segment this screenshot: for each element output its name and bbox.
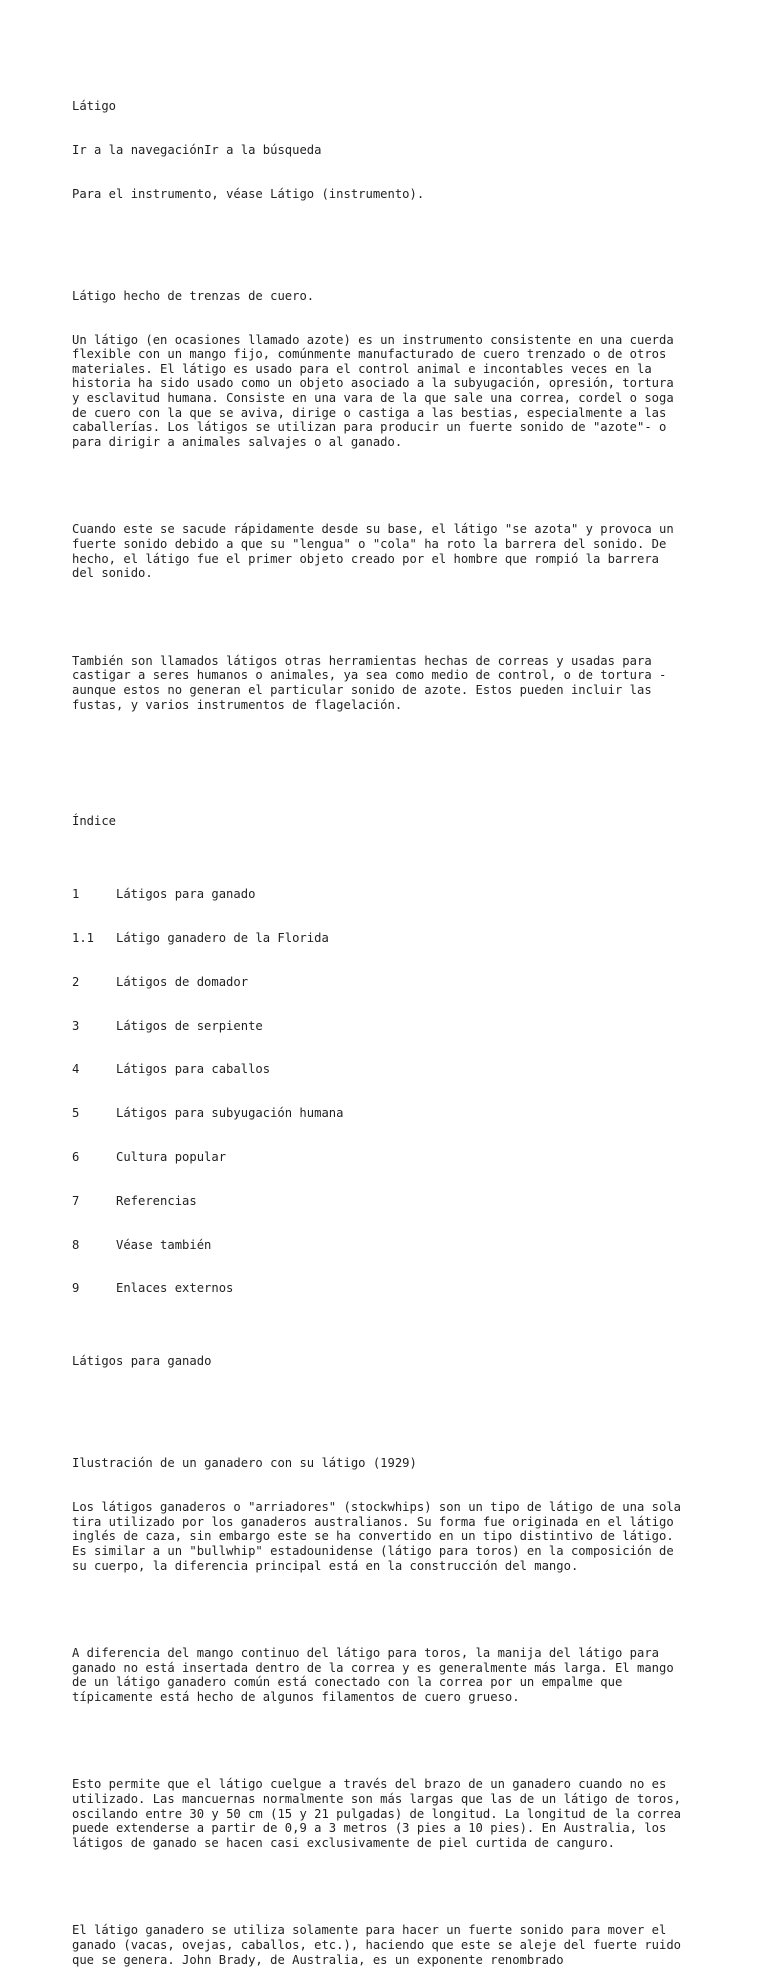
toc-label[interactable]: Referencias [116, 1193, 197, 1208]
image-caption: Látigo hecho de trenzas de cuero. [72, 288, 315, 303]
toc-number: 4 [72, 1062, 80, 1077]
toc-number: 5 [72, 1106, 80, 1121]
spacer [72, 1602, 712, 1617]
navigation-links[interactable]: Ir a la navegaciónIr a la búsqueda [72, 142, 322, 157]
toc-number: 1.1 [72, 931, 95, 946]
toc-item[interactable] [72, 887, 712, 902]
toc-item[interactable] [72, 1106, 712, 1121]
spacer [72, 1880, 712, 1895]
spacer [72, 479, 712, 494]
toc-label[interactable]: Látigos de domador [116, 974, 249, 989]
section-paragraph-4: El látigo ganadero se utiliza solamente para hacer un fuerte sonido para mover el ganado (vacas, ovejas, caballos, etc.), haciendo que este se aleje del fuerte ruido que se genera. John Brady, de Australia, es un exponente renombrado [72, 1923, 682, 1967]
spacer [72, 610, 712, 625]
toc-label[interactable]: Véase también [116, 1237, 212, 1252]
spacer [72, 1734, 712, 1749]
toc-number: 7 [72, 1193, 80, 1208]
toc-label[interactable]: Látigo ganadero de la Florida [116, 931, 329, 946]
document-body [72, 70, 712, 1982]
toc-number: 9 [72, 1281, 80, 1296]
toc-label[interactable]: Látigos de serpiente [116, 1018, 263, 1033]
image-caption: Ilustración de un ganadero con su látigo (1929) [72, 1456, 417, 1471]
intro-paragraph-3: También son llamados látigos otras herramientas hechas de correas y usadas para castigar a seres humanos o animales, ya sea como medio de control, o de tortura - aunque estos no generan el particular sonido de azote. Estos pueden incluir las fustas, y varios instrumentos de flagelación. [72, 653, 667, 712]
toc-label[interactable]: Látigos para subyugación humana [116, 1106, 344, 1121]
table-of-contents [72, 858, 712, 1325]
intro-paragraph-1: Un látigo (en ocasiones llamado azote) es un instrumento consistente en una cuerda flexible con un mango fijo, comúnmente manufacturado de cuero trenzado o de otros materiales. El látigo es usado para el control animal e incontables veces en la historia ha sido usado como un objeto asociado a la subyugación, opresión, tortura y esclavitud humana. Consiste en una vara de la que sale una correa, cordel o soga de cuero con la que se aviva, dirige o castiga a las bestias, especialmente a las caballerías. Los látigos se utilizan para producir un fuerte sonido de "azote"- o para dirigir a animales salvajes o al ganado. [72, 332, 674, 449]
toc-item[interactable] [72, 1281, 712, 1296]
page-title: Látigo [72, 99, 117, 114]
toc-number: 3 [72, 1018, 80, 1033]
toc-item[interactable] [72, 1019, 712, 1034]
toc-item[interactable] [72, 1194, 712, 1209]
hatnote: Para el instrumento, véase Látigo (instrumento). [72, 186, 425, 201]
section-paragraph-2: A diferencia del mango continuo del látigo para toros, la manija del látigo para ganado no está insertada dentro de la correa y es generalmente más larga. El mango de un látigo ganadero común está conectado con la correa por un empalme que típicamente está hecho de algunos filamentos de cuero grueso. [72, 1646, 674, 1704]
section-heading: Látigos para ganado [72, 1354, 212, 1369]
toc-title: Índice [72, 814, 117, 829]
toc-item[interactable] [72, 931, 712, 946]
intro-paragraph-2: Cuando este se sacude rápidamente desde su base, el látigo "se azota" y provoca un fuerte sonido debido a que su "lengua" o "cola" ha roto la barrera del sonido. De hecho, el látigo fue el primer objeto creado por el hombre que rompió la barrera del sonido. [72, 522, 674, 581]
toc-number: 2 [72, 974, 80, 989]
toc-item[interactable] [72, 975, 712, 990]
toc-number: 6 [72, 1149, 80, 1164]
toc-label[interactable]: Látigos para ganado [116, 887, 256, 902]
spacer [72, 231, 712, 246]
toc-label[interactable]: Látigos para caballos [116, 1062, 271, 1077]
toc-item[interactable] [72, 1238, 712, 1253]
spacer [72, 1398, 712, 1413]
toc-number: 1 [72, 887, 80, 902]
toc-label[interactable]: Cultura popular [116, 1149, 227, 1164]
section-paragraph-1: Los látigos ganaderos o "arriadores" (stockwhips) son un tipo de látigo de una sola tira utilizado por los ganaderos australianos. Su forma fue originada en el látigo inglés de caza, sin embargo este se ha convertido en un tipo distintivo de látigo. Es similar a un "bullwhip" estadounidense (látigo para toros) en la composición de su cuerpo, la diferencia principal está en la construcción del mango. [72, 1500, 682, 1573]
section-paragraph-3: Esto permite que el látigo cuelgue a través del brazo de un ganadero cuando no es utilizado. Las mancuernas normalmente son más largas que las de un látigo de toros, oscilando entre 30 y 50 cm (15 y 21 pulgadas) de longitud. La longitud de la correa puede extenderse a partir de 0,9 a 3 metros (3 pies a 10 pies). En Australia, los látigos de ganado se hacen casi exclusivamente de piel curtida de canguro. [72, 1777, 682, 1850]
toc-label[interactable]: Enlaces externos [116, 1281, 234, 1296]
toc-item[interactable] [72, 1150, 712, 1165]
toc-item[interactable] [72, 1062, 712, 1077]
spacer [72, 741, 712, 770]
toc-number: 8 [72, 1237, 80, 1252]
